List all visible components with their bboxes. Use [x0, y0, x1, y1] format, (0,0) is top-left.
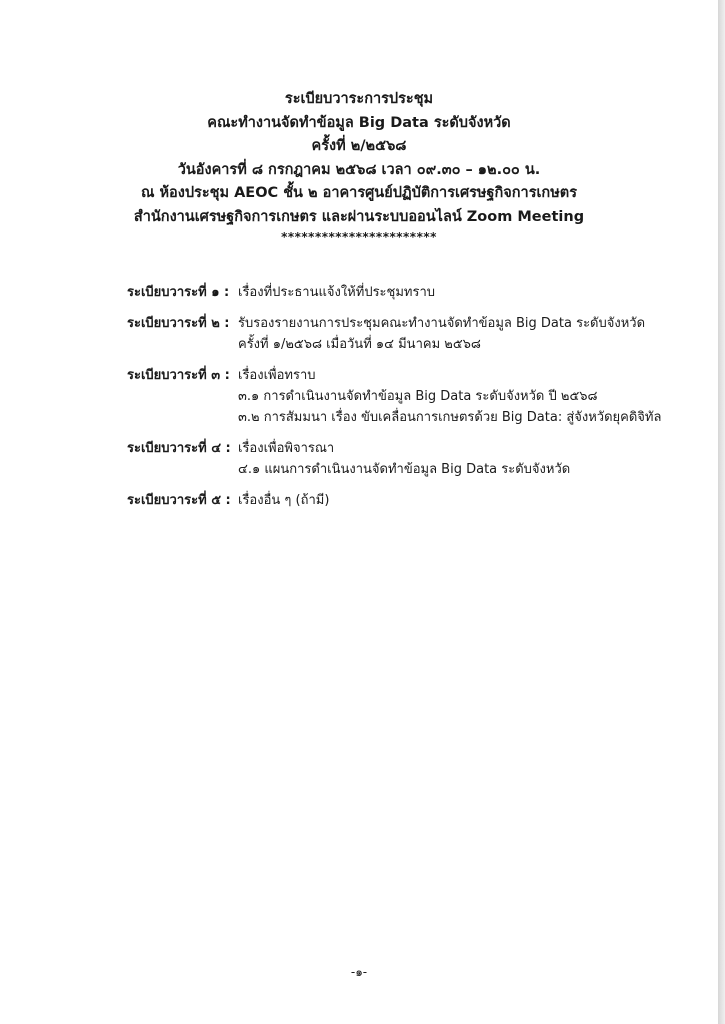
- agenda-list: [127, 282, 697, 521]
- agenda-subitem: ๓.๒ การสัมมนา เรื่อง ขับเคลื่อนการเกษตรด้วย Big Data: สู่จังหวัดยุคดิจิทัล: [238, 410, 662, 425]
- agenda-item-2: [127, 313, 697, 355]
- working-group-title: คณะทำงานจัดทำข้อมูล Big Data ระดับจังหวัด: [207, 114, 511, 131]
- agenda-heading: ระเบียบวาระการประชุม: [284, 91, 434, 107]
- agenda-item-text: ครั้งที่ ๑/๒๕๖๘ เมื่อวันที่ ๑๔ มีนาคม ๒๕๖๘: [238, 337, 481, 352]
- separator-stars: ***********************: [281, 230, 437, 244]
- agenda-item-text: รับรองรายงานการประชุมคณะทำงานจัดทำข้อมูล Big Data ระดับจังหวัด: [238, 316, 646, 331]
- agenda-item-label: ระเบียบวาระที่ ๒ :: [127, 316, 230, 331]
- meeting-venue: ณ ห้องประชุม AEOC ชั้น ๒ อาคารศูนย์ปฏิบัติการเศรษฐกิจการเกษตร: [141, 185, 577, 201]
- agenda-item-body: [238, 313, 697, 355]
- agenda-item-body: [238, 438, 697, 480]
- agenda-item-1: [127, 282, 697, 303]
- agenda-subitem: ๔.๑ แผนการดำเนินงานจัดทำข้อมูล Big Data ระดับจังหวัด: [238, 462, 571, 477]
- agenda-item-4: [127, 438, 697, 480]
- meeting-number: ครั้งที่ ๒/๒๕๖๘: [311, 138, 407, 154]
- agenda-subitem: ๓.๑ การดำเนินงานจัดทำข้อมูล Big Data ระดับจังหวัด ปี ๒๕๖๘: [238, 389, 598, 404]
- agenda-item-text: เรื่องเพื่อทราบ: [238, 368, 316, 383]
- agenda-item-body: [238, 490, 697, 511]
- agenda-item-body: [238, 282, 697, 303]
- agenda-item-label: ระเบียบวาระที่ ๑ :: [127, 285, 230, 300]
- agenda-item-text: เรื่องที่ประธานแจ้งให้ที่ประชุมทราบ: [238, 285, 436, 300]
- agenda-item-label: ระเบียบวาระที่ ๕ :: [127, 493, 231, 508]
- agenda-item-text: เรื่องอื่น ๆ (ถ้ามี): [238, 493, 330, 508]
- page-edge-shadow: [718, 0, 725, 1024]
- agenda-item-text: เรื่องเพื่อพิจารณา: [238, 441, 335, 456]
- agenda-item-3: [127, 365, 697, 428]
- agenda-item-body: [238, 365, 697, 428]
- agenda-item-label: ระเบียบวาระที่ ๔ :: [127, 441, 231, 456]
- meeting-venue-online: สำนักงานเศรษฐกิจการเกษตร และผ่านระบบออนไลน์ Zoom Meeting: [133, 208, 585, 225]
- agenda-item-5: [127, 490, 697, 511]
- meeting-date-time: วันอังคารที่ ๘ กรกฎาคม ๒๕๖๘ เวลา ๐๙.๓๐ – ๑๒.๐๐ น.: [177, 161, 541, 178]
- page-number: -๑-: [350, 965, 368, 979]
- agenda-item-label: ระเบียบวาระที่ ๓ :: [127, 368, 230, 383]
- meeting-header: [0, 88, 718, 245]
